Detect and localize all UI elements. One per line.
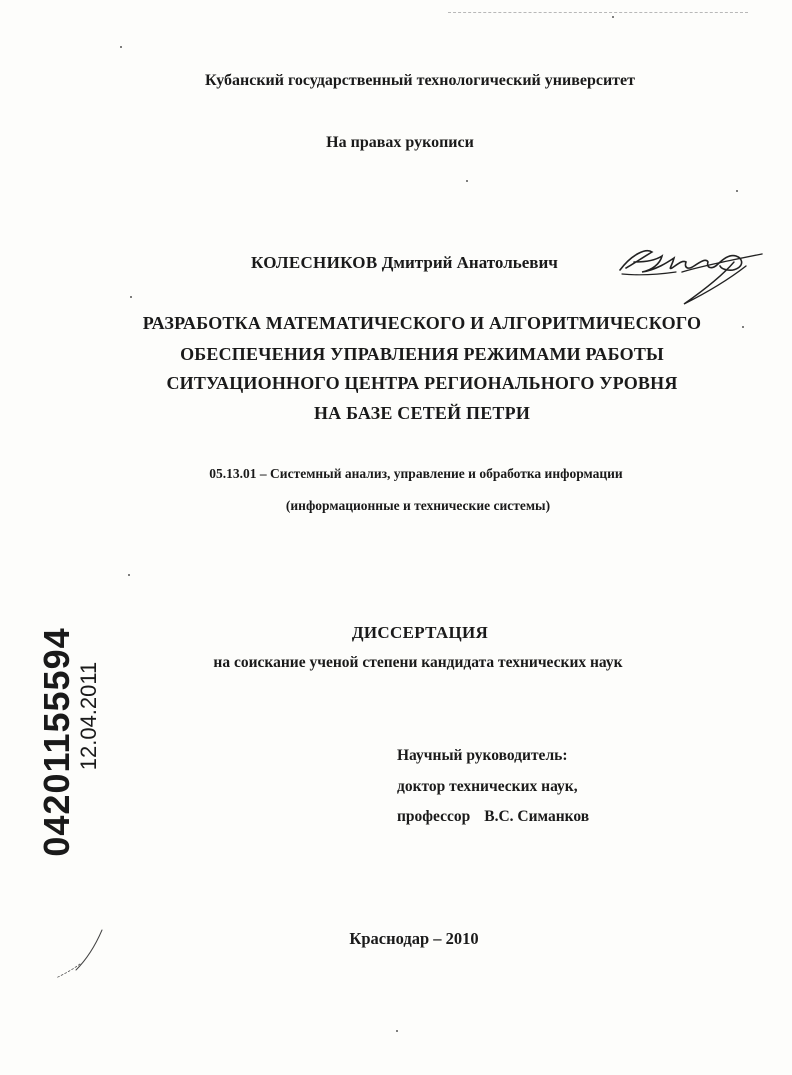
scan-speck — [736, 190, 738, 192]
author-given-names: Дмитрий Анатольевич — [381, 253, 558, 272]
author-name — [251, 253, 558, 273]
scan-top-rule — [448, 12, 748, 13]
city-year: Краснодар – 2010 — [349, 929, 479, 948]
scan-speck — [120, 46, 122, 48]
specialty-code-line: 05.13.01 – Системный анализ, управлениe и обработка информации — [209, 466, 623, 481]
manuscript-note: На правах рукописи — [326, 134, 474, 151]
advisor-rank-name — [397, 808, 589, 826]
advisor-name: В.С. Симанков — [484, 808, 590, 825]
scan-speck — [396, 1030, 398, 1032]
advisor-rank: профессор — [397, 808, 471, 825]
advisor-degree: доктор технических наук, — [397, 778, 578, 795]
title-line-3: СИТУАЦИОННОГО ЦЕНТРА РЕГИОНАЛЬНОГО УРОВНЯ — [166, 373, 678, 393]
title-line-2: ОБЕСПЕЧЕНИЯ УПРАВЛЕНИЯ РЕЖИМАМИ РАБОТЫ — [180, 344, 664, 364]
scan-speck — [130, 296, 132, 298]
specialty-sub-line: (информационные и технические системы) — [285, 498, 551, 513]
signature-icon — [612, 232, 772, 312]
stamp-number: 04201155594 — [36, 627, 77, 857]
pencil-mark-icon — [52, 926, 108, 982]
title-line-1: РАЗРАБОТКА МАТЕМАТИЧЕСКОГО И АЛГОРИТМИЧЕСКОГО — [142, 313, 702, 333]
scan-speck — [128, 574, 130, 576]
stamp-date: 12.04.2011 — [76, 661, 101, 771]
scan-speck — [742, 326, 744, 328]
degree-line: на соискание ученой степени кандидата технических наук — [213, 654, 623, 671]
university-name: Кубанский государственный технологический университет — [205, 72, 635, 89]
advisor-label: Научный руководитель: — [397, 747, 568, 764]
title-line-4: НА БАЗЕ СЕТЕЙ ПЕТРИ — [313, 403, 531, 423]
dissertation-heading: ДИССЕРТАЦИЯ — [351, 623, 489, 642]
scan-speck — [612, 16, 614, 18]
author-surname: КОЛЕСНИКОВ — [251, 253, 378, 272]
scan-speck — [466, 180, 468, 182]
